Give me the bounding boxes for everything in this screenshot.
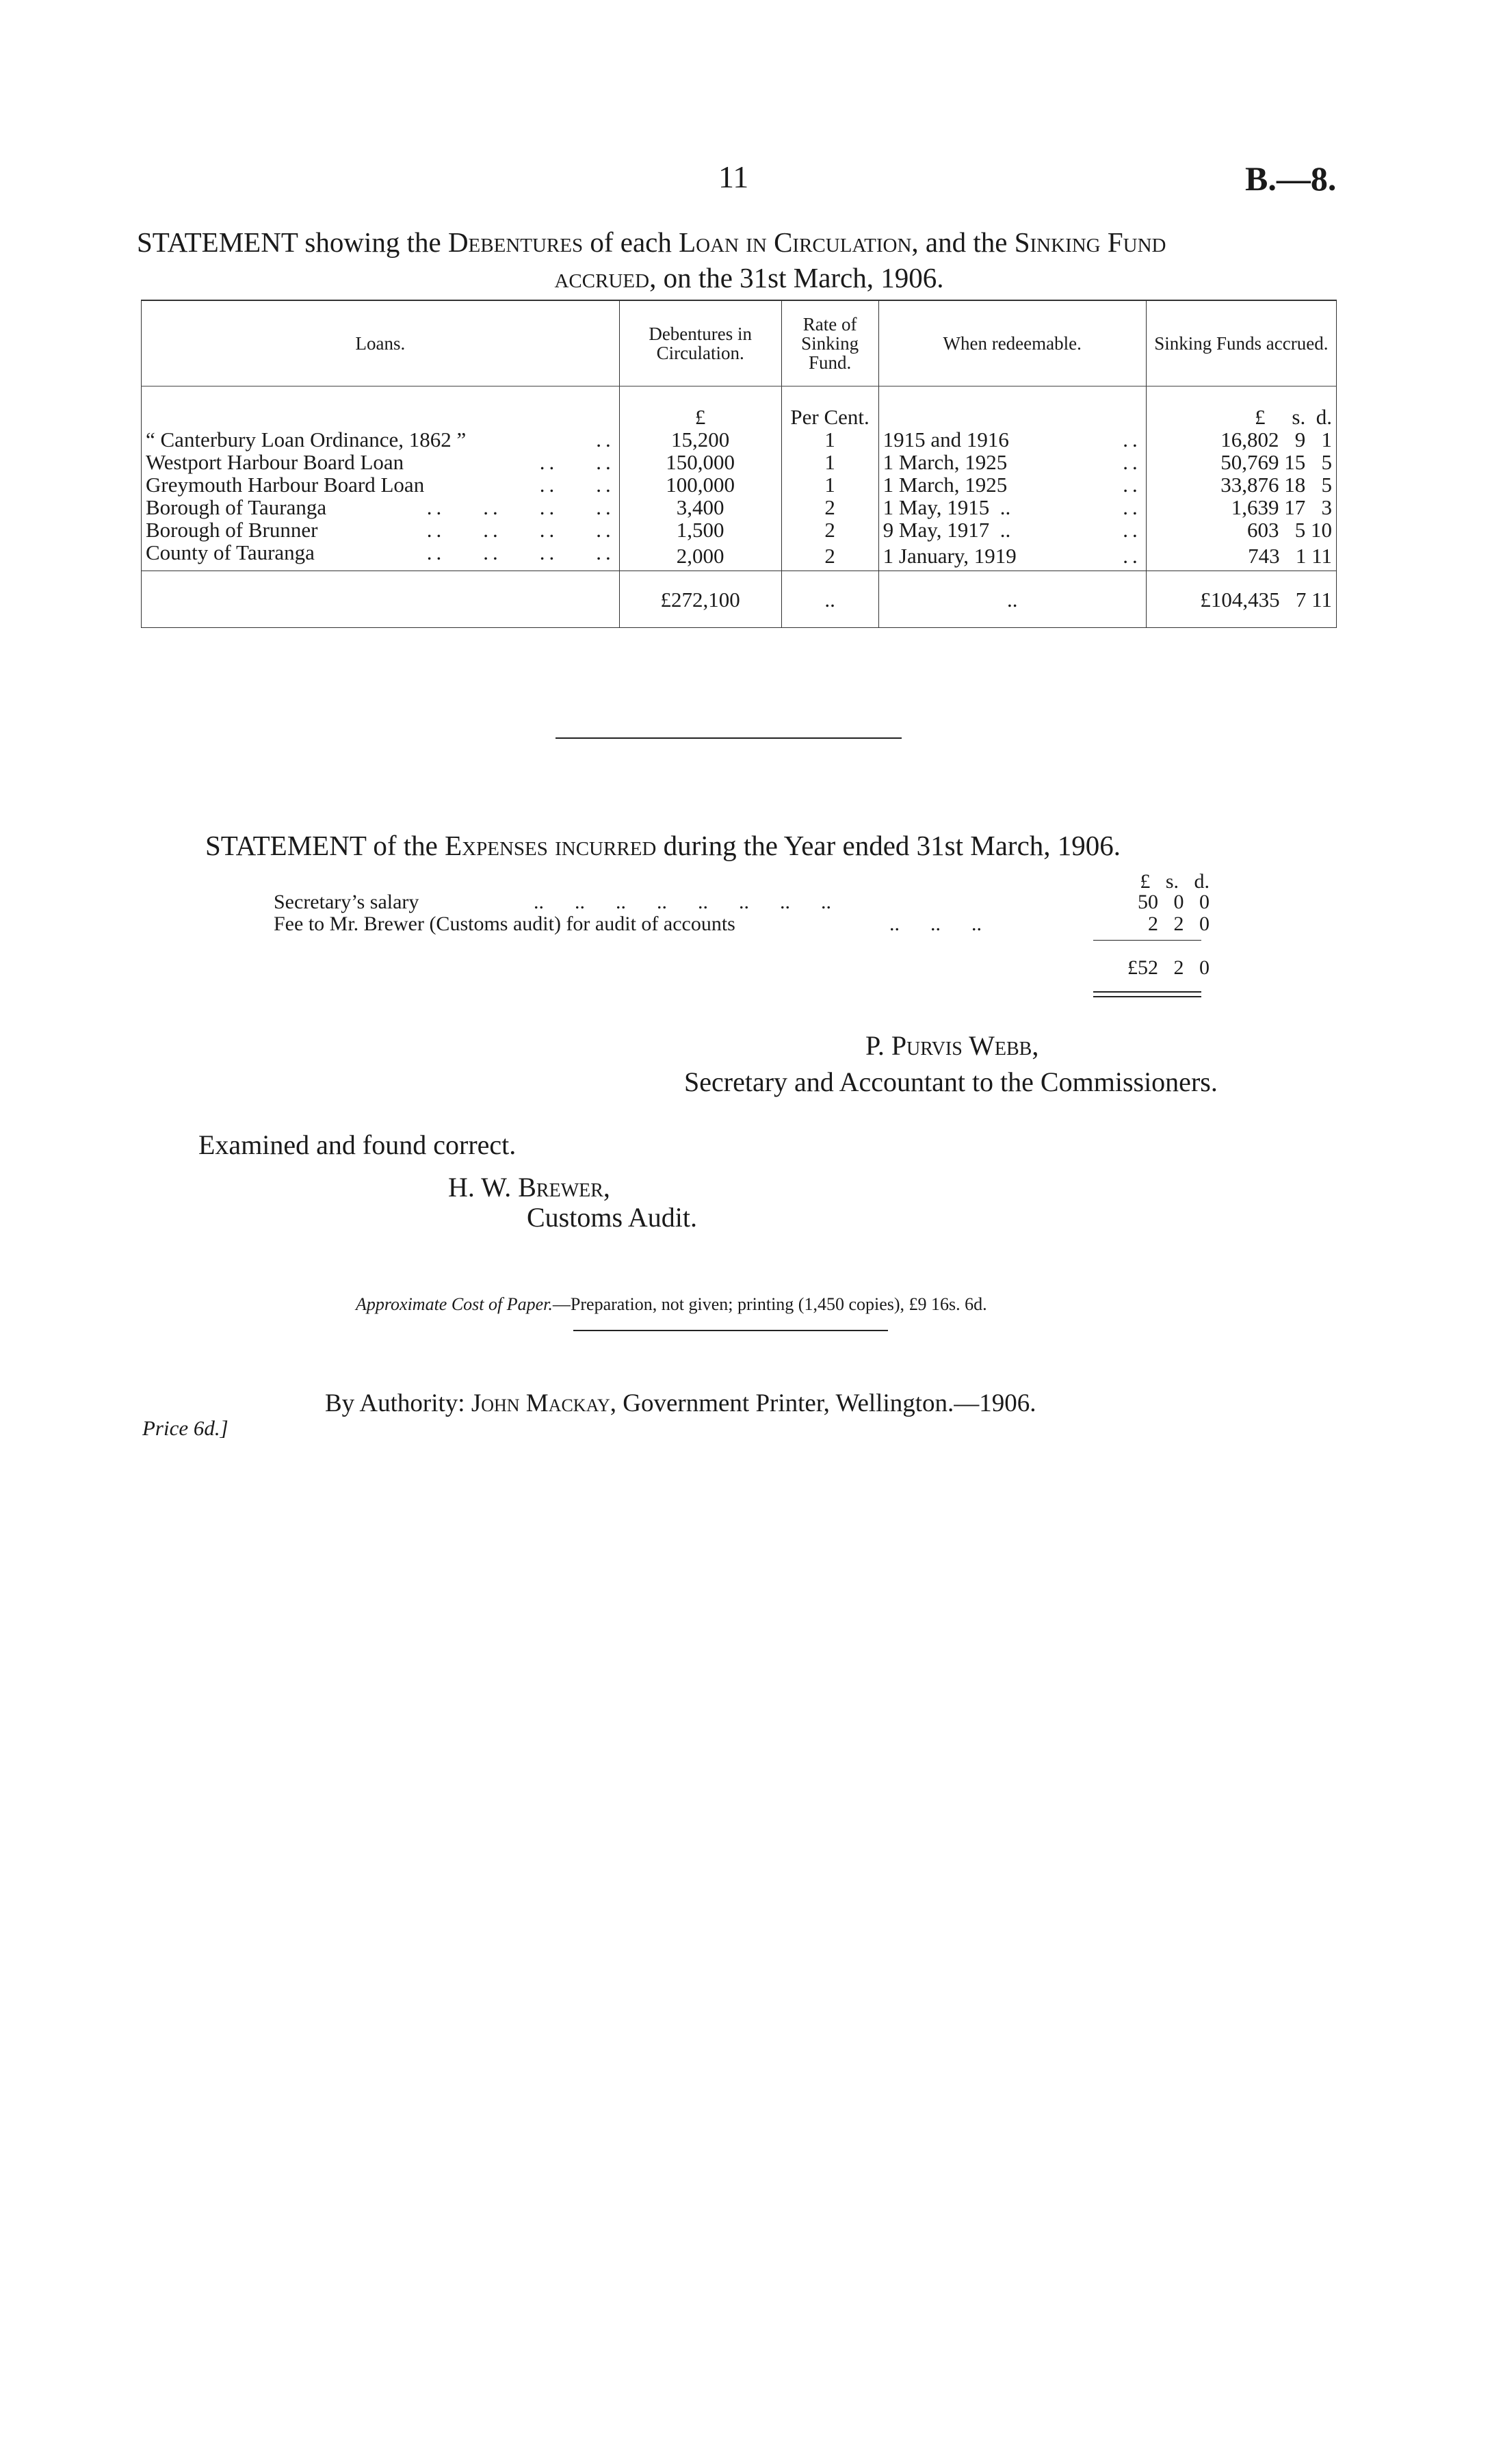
debentures-cell: 150,000 (619, 451, 781, 473)
sinking-cell: 603 5 10 (1247, 518, 1332, 542)
leader-dots: .. (1123, 518, 1142, 542)
debentures-cell: 100,000 (619, 473, 781, 496)
leader-dots: .. .. .. (889, 913, 982, 935)
leader-dots: .. .. (539, 450, 615, 474)
leader-dots: .. (596, 428, 615, 451)
total-row (142, 571, 1337, 628)
col-debentures: Debentures in Circulation. (619, 300, 781, 386)
signatory-title: Secretary and Accountant to the Commissioners. (684, 1066, 1218, 1097)
loans-table (141, 300, 1337, 628)
sinking-cell: 16,802 9 1 (1220, 428, 1332, 451)
redeemable-cell: 1 March, 1925 (883, 450, 1008, 474)
loan-name: Borough of Brunner (146, 518, 318, 542)
leader-dots: .. .. .. .. .. .. .. .. (534, 891, 831, 913)
debentures-cell: 15,200 (619, 428, 781, 451)
price-label: Price 6d.] (142, 1416, 228, 1440)
rate-cell: 1 (781, 473, 878, 496)
page-number: 11 (718, 159, 749, 194)
auditor-title: Customs Audit. (527, 1202, 697, 1233)
auditor-name: H. W. Brewer, (448, 1172, 610, 1203)
leader-dots: .. .. (539, 473, 615, 497)
debentures-cell: 2,000 (619, 541, 781, 571)
total-debentures: £272,100 (619, 571, 781, 628)
redeemable-cell: 1 May, 1915 .. (883, 495, 1011, 519)
col-loans: Loans. (142, 300, 620, 386)
unit-pounds: £ (619, 386, 781, 429)
debentures-cell: 3,400 (619, 496, 781, 519)
redeemable-cell: 1915 and 1916 (883, 428, 1009, 451)
expense-item (274, 891, 1067, 914)
col-rate: Rate of Sinking Fund. (781, 300, 878, 386)
units-row (142, 386, 1337, 429)
expense-label: Secretary’s salary (274, 891, 419, 913)
leader-dots: .. (1123, 495, 1142, 519)
loan-name: Borough of Tauranga (146, 495, 327, 519)
expenses-lsd-header: £ s. d. (1140, 870, 1210, 893)
footer-divider (573, 1330, 888, 1331)
rate-cell: 2 (781, 541, 878, 571)
section-divider (556, 737, 902, 739)
expenses-total: £52 2 0 (1127, 956, 1210, 979)
printer-authority: By Authority: John Mackay, Government Printer, Wellington.—1906. (325, 1389, 1036, 1417)
redeemable-cell: 1 March, 1925 (883, 473, 1008, 497)
leader-dots: .. .. .. .. (426, 540, 615, 564)
table-row (142, 519, 1337, 541)
leader-dots: .. (1123, 450, 1142, 474)
leader-dots: .. .. .. .. (426, 495, 615, 519)
table-row (142, 451, 1337, 473)
sinking-cell: 33,876 18 5 (1220, 473, 1332, 497)
loan-name: Greymouth Harbour Board Loan (146, 473, 425, 497)
leader-dots: .. (1123, 428, 1142, 451)
sinking-cell: 743 1 11 (1248, 544, 1332, 568)
double-rule (1093, 991, 1201, 997)
rate-cell: 1 (781, 428, 878, 451)
unit-lsd: £ s. d. (1255, 405, 1332, 429)
table-row (142, 428, 1337, 451)
loans-statement-title: STATEMENT showing the Debentures of each Loan in Circulation, and the Sinking Fund accrued, on the 31st March, 1906. (137, 226, 1166, 293)
col-redeemable: When redeemable. (878, 300, 1146, 386)
debentures-cell: 1,500 (619, 519, 781, 541)
expense-amount: 2 2 0 (1148, 913, 1210, 935)
unit-per-cent: Per Cent. (781, 386, 878, 429)
rate-cell: 2 (781, 519, 878, 541)
loan-name: “ Canterbury Loan Ordinance, 1862 ” (146, 428, 467, 451)
expenses-statement-title: STATEMENT of the Expenses incurred during the Year ended 31st March, 1906. (205, 830, 1121, 861)
leader-dots: .. .. .. .. (426, 518, 615, 542)
table-row (142, 496, 1337, 519)
document-reference: B.—8. (1245, 159, 1337, 198)
rate-cell: 1 (781, 451, 878, 473)
total-rule (1093, 940, 1201, 941)
signatory-name: P. Purvis Webb, (865, 1030, 1039, 1061)
table-row (142, 473, 1337, 496)
sinking-cell: 1,639 17 3 (1231, 495, 1332, 519)
table-row (142, 541, 1337, 571)
total-redeemable: .. (878, 571, 1146, 628)
cost-of-paper-note: Approximate Cost of Paper.—Preparation, not given; printing (1,450 copies), £9 16s. 6d. (356, 1294, 987, 1314)
sinking-cell: 50,769 15 5 (1220, 450, 1332, 474)
col-sinking-funds: Sinking Funds accrued. (1146, 300, 1336, 386)
expense-label: Fee to Mr. Brewer (Customs audit) for audit of accounts (274, 913, 735, 935)
expense-amount: 50 0 0 (1138, 891, 1210, 913)
total-sinking: £104,435 7 11 (1146, 571, 1336, 628)
audit-statement: Examined and found correct. (198, 1129, 517, 1160)
leader-dots: .. (1123, 473, 1142, 497)
table-header-row (142, 300, 1337, 386)
total-rate: .. (781, 571, 878, 628)
expense-item (274, 913, 1067, 936)
leader-dots: .. (1123, 544, 1142, 568)
redeemable-cell: 1 January, 1919 (883, 544, 1017, 568)
loan-name: Westport Harbour Board Loan (146, 450, 404, 474)
redeemable-cell: 9 May, 1917 .. (883, 518, 1011, 542)
rate-cell: 2 (781, 496, 878, 519)
loan-name: County of Tauranga (146, 540, 315, 564)
